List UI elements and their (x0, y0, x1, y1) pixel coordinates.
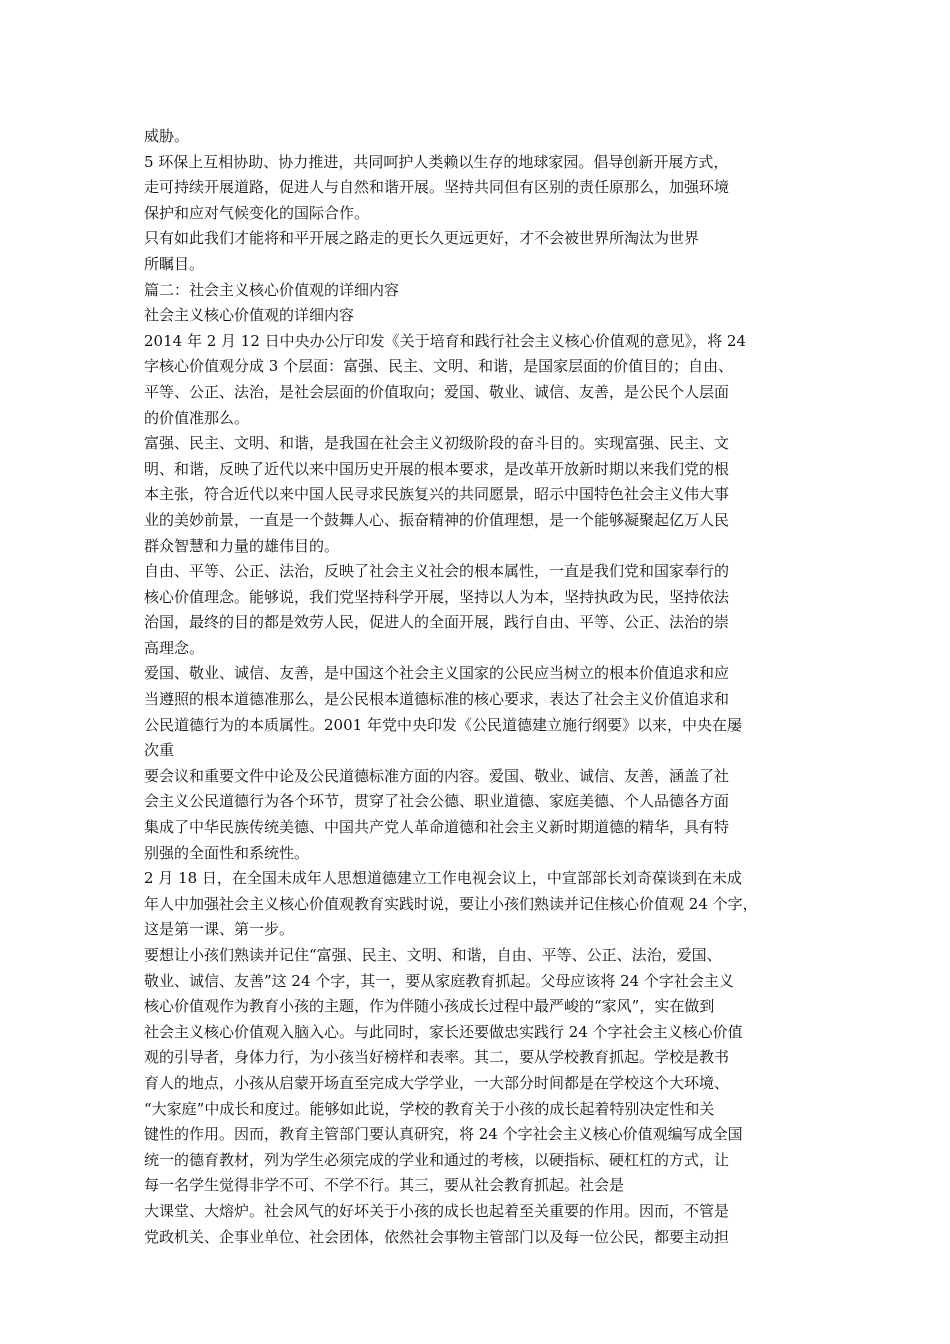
text-line: 育人的地点，小孩从启蒙开场直至完成大学学业，一大部分时间都是在学校这个大环境、 (144, 1073, 730, 1092)
text-line: 党政机关、企事业单位、社会团体，依然社会事物主管部门以及每一位公民，都要主动担 (144, 1227, 730, 1246)
text-line: 群众智慧和力量的雄伟目的。 (144, 536, 340, 555)
text-line: 核心价值观作为教育小孩的主题，作为伴随小孩成长过程中最严峻的“家风”，实在做到 (144, 997, 715, 1016)
text-line: 自由、平等、公正、法治，反映了社会主义社会的根本属性，一直是我们党和国家奉行的 (144, 562, 730, 581)
text-line: 所瞩目。 (144, 254, 205, 273)
text-line: 别强的全面性和系统性。 (144, 843, 310, 862)
text-line: 会主义公民道德行为各个环节，贯穿了社会公德、职业道德、家庭美德、个人品德各方面 (144, 792, 730, 811)
text-line: 业的美妙前景，一直是一个鼓舞人心、振奋精神的价值理想，是一个能够凝聚起亿万人民 (144, 510, 730, 529)
text-line: 2 月 18 日，在全国未成年人思想道德建立工作电视会议上，中宣部部长刘奇葆谈到在未成 (144, 869, 742, 888)
text-line: 这是第一课、第一步。 (144, 920, 295, 939)
text-line: 本主张，符合近代以来中国人民寻求民族复兴的共同愿景，昭示中国特色社会主义伟大事 (144, 485, 730, 504)
text-line: 只有如此我们才能将和平开展之路走的更长久更远更好，才不会被世界所淘汰为世界 (144, 229, 700, 248)
text-line: 5 环保上互相协助、协力推进，共同呵护人类赖以生存的地球家园。倡导创新开展方式， (144, 152, 729, 171)
text-line: 键性的作用。因而，教育主管部门要认真研究，将 24 个字社会主义核心价值观编写成全国 (144, 1125, 743, 1144)
text-line: 当遵照的根本道德准那么，是公民根本道德标准的核心要求，表达了社会主义价值追求和 (144, 690, 730, 709)
text-line: 敬业、诚信、友善”这 24 个字，其一，要从家庭教育抓起。父母应该将 24 个字社会主义 (144, 971, 734, 990)
text-line: 2014 年 2 月 12 日中央办公厅印发《关于培育和践行社会主义核心价值观的意见》，将 24 (144, 331, 747, 350)
text-line: 核心价值理念。能够说，我们党坚持科学开展，坚持以人为本，坚持执政为民，坚持依法 (144, 587, 730, 606)
text-line: 观的引导者，身体力行，为小孩当好榜样和表率。其二，要从学校教育抓起。学校是教书 (144, 1048, 730, 1067)
text-line: 治国，最终的目的都是效劳人民，促进人的全面开展，践行自由、平等、公正、法治的崇 (144, 613, 730, 632)
text-line: 保护和应对气候变化的国际合作。 (144, 203, 370, 222)
text-line: 爱国、敬业、诚信、友善，是中国这个社会主义国家的公民应当树立的根本价值追求和应 (144, 664, 730, 683)
text-line: 明、和谐，反映了近代以来中国历史开展的根本要求，是改革开放新时期以来我们党的根 (144, 459, 730, 478)
text-line: 社会主义核心价值观的详细内容 (144, 306, 355, 325)
text-line: 大课堂、大熔炉。社会风气的好坏关于小孩的成长也起着至关重要的作用。因而，不管是 (144, 1201, 730, 1220)
text-line: “大家庭”中成长和度过。能够如此说，学校的教育关于小孩的成长起着特别决定性和关 (144, 1099, 715, 1118)
text-line: 要会议和重要文件中论及公民道德标准方面的内容。爱国、敬业、诚信、友善，涵盖了社 (144, 766, 730, 785)
text-line: 平等、公正、法治，是社会层面的价值取向；爱国、敬业、诚信、友善，是公民个人层面 (144, 382, 730, 401)
text-line: 统一的德育教材，列为学生必须完成的学业和通过的考核，以硬指标、硬杠杠的方式，让 (144, 1150, 730, 1169)
text-line: 每一名学生觉得非学不可、不学不行。其三，要从社会教育抓起。社会是 (144, 1176, 625, 1195)
text-line: 的价值准那么。 (144, 408, 250, 427)
text-line: 次重 (144, 741, 175, 760)
text-line: 篇二：社会主义核心价值观的详细内容 (144, 280, 400, 299)
text-line: 集成了中华民族传统美德、中国共产党人革命道德和社会主义新时期道德的精华，具有特 (144, 818, 730, 837)
text-line: 年人中加强社会主义核心价值观教育实践时说，要让小孩们熟读并记住核心价值观 24 个字， (144, 894, 758, 913)
text-line: 字核心价值观分成 3 个层面：富强、民主、文明、和谐，是国家层面的价值目的；自由、 (144, 357, 734, 376)
text-line: 公民道德行为的本质属性。2001 年党中央印发《公民道德建立施行纲要》以来，中央在屡 (144, 715, 742, 734)
text-line: 走可持续开展道路，促进人与自然和谐开展。坚持共同但有区别的责任原那么，加强环境 (144, 178, 730, 197)
text-line: 富强、民主、文明、和谐，是我国在社会主义初级阶段的奋斗目的。实现富强、民主、文 (144, 434, 730, 453)
document-page (144, 124, 812, 1250)
text-line: 社会主义核心价值观入脑入心。与此同时，家长还要做忠实践行 24 个字社会主义核心价值 (144, 1022, 743, 1041)
text-line: 威胁。 (144, 127, 190, 145)
text-line: 要想让小孩们熟读并记住“富强、民主、文明、和谐，自由、平等、公正、法治，爱国、 (144, 946, 722, 964)
text-line: 高理念。 (144, 638, 205, 657)
